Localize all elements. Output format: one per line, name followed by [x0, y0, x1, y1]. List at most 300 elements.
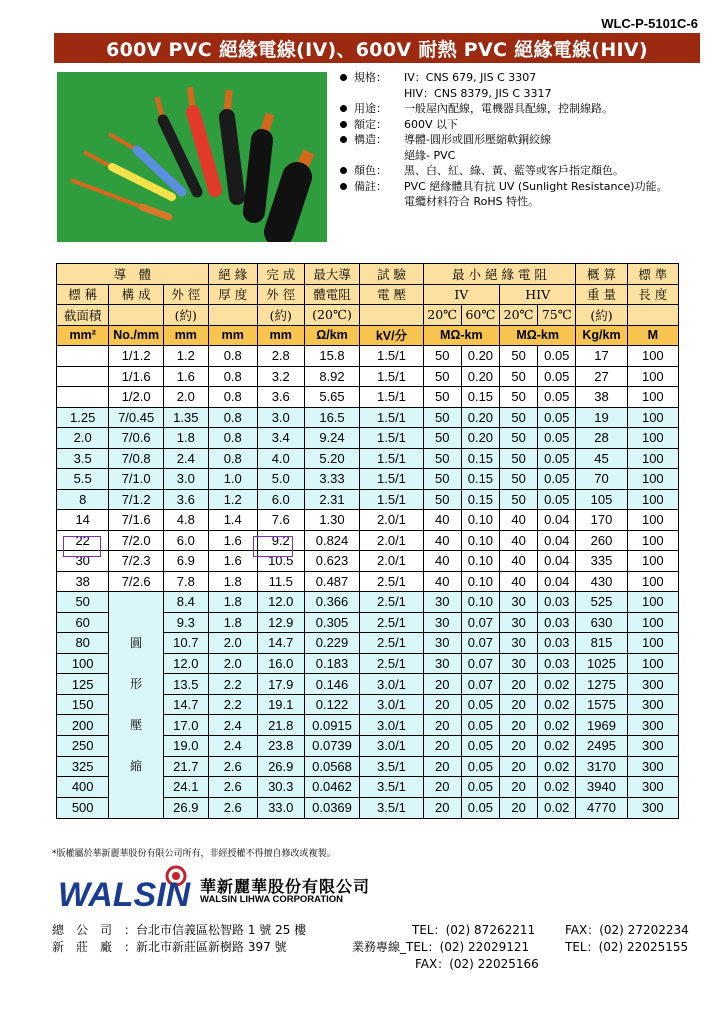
header-max-resistance: 最大導	[304, 264, 360, 285]
table-cell: 9.3	[163, 612, 208, 633]
table-cell: 0.10	[461, 551, 499, 572]
table-cell: 3170	[576, 756, 627, 777]
table-cell: 100	[627, 510, 678, 531]
table-row	[57, 489, 679, 510]
table-cell: 26.9	[163, 797, 208, 818]
table-cell: 2.0	[208, 653, 257, 674]
table-cell: 20	[423, 715, 461, 736]
table-cell: 11.5	[257, 571, 304, 592]
table-cell: 0.07	[461, 633, 499, 654]
table-cell: 0.05	[461, 756, 499, 777]
copyright-note: *版權屬於華新麗華股份有限公司所有，非經授權不得擅自修改或複製。	[52, 849, 336, 859]
table-cell: 100	[627, 571, 678, 592]
table-cell: 3.0/1	[360, 694, 423, 715]
table-cell: 0.824	[304, 530, 360, 551]
table-cell: 400	[57, 777, 109, 798]
table-cell: 100	[627, 428, 678, 449]
table-cell: 3.0/1	[360, 674, 423, 695]
table-cell: 0.05	[538, 387, 576, 408]
header-hiv-75: 75℃	[538, 305, 576, 326]
table-cell: 0.20	[461, 366, 499, 387]
vertical-char	[109, 654, 163, 675]
table-row	[57, 530, 679, 551]
table-cell: 50	[423, 469, 461, 490]
header-nominal: 標 稱	[57, 284, 109, 305]
table-cell: 0.02	[538, 797, 576, 818]
table-cell: 50	[423, 489, 461, 510]
table-cell: 250	[57, 736, 109, 757]
header-row-2	[57, 284, 679, 305]
table-cell: 0.0915	[304, 715, 360, 736]
table-cell: 50	[423, 346, 461, 367]
table-cell: 4770	[576, 797, 627, 818]
unit-outer: mm	[163, 325, 208, 346]
table-cell: 1025	[576, 653, 627, 674]
table-cell: 0.0462	[304, 777, 360, 798]
hq-address: ：台北市信義區松智路 1 號 25 樓	[124, 923, 307, 937]
table-cell: 0.8	[208, 346, 257, 367]
table-cell: 7/1.6	[109, 510, 164, 531]
table-cell: 50	[423, 448, 461, 469]
vertical-char: 壓	[130, 718, 143, 732]
unit-area: mm²	[57, 325, 109, 346]
table-cell: 20	[423, 756, 461, 777]
vertical-char	[109, 613, 163, 634]
table-row	[57, 510, 679, 531]
table-cell: 6.0	[163, 530, 208, 551]
table-cell: 1.5/1	[360, 346, 423, 367]
table-cell: 300	[627, 694, 678, 715]
table-cell: 0.02	[538, 674, 576, 695]
table-cell: 150	[57, 694, 109, 715]
table-cell: 2.0/1	[360, 551, 423, 572]
header-empty-2	[208, 305, 257, 326]
vertical-char	[109, 695, 163, 716]
spec-label: 額定：	[354, 117, 387, 131]
table-cell: 2.0	[208, 633, 257, 654]
table-cell: 1.6	[163, 366, 208, 387]
spec-item	[338, 179, 708, 195]
table-cell	[57, 346, 109, 367]
spec-item	[338, 132, 708, 148]
table-row	[57, 366, 679, 387]
table-cell: 0.02	[538, 736, 576, 757]
table-cell: 30	[423, 592, 461, 613]
table-cell: 1.35	[163, 407, 208, 428]
spec-value: 導體-圓形或圓形壓縮軟銅絞線	[404, 133, 551, 146]
table-cell: 0.305	[304, 612, 360, 633]
table-cell: 0.05	[538, 469, 576, 490]
table-cell: 2.5/1	[360, 653, 423, 674]
header-test: 試 驗	[360, 264, 423, 285]
table-cell: 8.92	[304, 366, 360, 387]
header-conductor: 導 體	[57, 264, 209, 285]
table-cell: 60	[57, 612, 109, 633]
table-cell: 0.15	[461, 489, 499, 510]
table-cell: 3.2	[257, 366, 304, 387]
unit-length: M	[627, 325, 678, 346]
table-cell: 50	[423, 366, 461, 387]
hq-fax: FAX：(02) 27202234	[565, 923, 689, 937]
table-cell: 0.229	[304, 633, 360, 654]
table-cell: 1/2.0	[109, 387, 164, 408]
table-cell: 13.5	[163, 674, 208, 695]
bullet-icon	[338, 70, 354, 86]
bullet-icon	[338, 163, 354, 179]
spec-item	[338, 101, 708, 117]
table-cell: 8.4	[163, 592, 208, 613]
table-cell: 100	[627, 366, 678, 387]
table-row	[57, 551, 679, 572]
table-cell: 40	[423, 530, 461, 551]
header-voltage: 電 壓	[360, 284, 423, 305]
table-cell: 40	[499, 571, 537, 592]
table-cell: 0.03	[538, 633, 576, 654]
table-cell: 1.8	[208, 592, 257, 613]
table-cell: 12.0	[257, 592, 304, 613]
header-row-1	[57, 264, 679, 285]
table-cell: 8	[57, 489, 109, 510]
table-cell: 200	[57, 715, 109, 736]
table-cell: 38	[57, 571, 109, 592]
table-cell: 21.7	[163, 756, 208, 777]
table-cell: 100	[627, 448, 678, 469]
table-cell: 20	[423, 694, 461, 715]
table-cell: 0.8	[208, 387, 257, 408]
table-cell: 7.8	[163, 571, 208, 592]
table-cell: 630	[576, 612, 627, 633]
table-row	[57, 346, 679, 367]
table-cell: 2.6	[208, 797, 257, 818]
table-cell: 17	[576, 346, 627, 367]
table-cell: 7/2.0	[109, 530, 164, 551]
table-cell: 30	[57, 551, 109, 572]
table-cell: 17.9	[257, 674, 304, 695]
table-cell: 20	[499, 694, 537, 715]
table-cell: 6.0	[257, 489, 304, 510]
table-row	[57, 592, 679, 613]
spec-label: 規格：	[354, 71, 387, 84]
header-resistance: 體電阻	[304, 284, 360, 305]
table-cell: 0.366	[304, 592, 360, 613]
table-cell: 20	[499, 715, 537, 736]
spec-value-cont: 絕緣- PVC	[404, 148, 456, 162]
table-cell: 4.0	[257, 448, 304, 469]
unit-hiv: MΩ-km	[499, 325, 575, 346]
table-row	[57, 428, 679, 449]
header-outer-diameter-2: 外 徑	[257, 284, 304, 305]
unit-resistance: Ω/km	[304, 325, 360, 346]
table-cell: 430	[576, 571, 627, 592]
company-name-en: WALSIN LIHWA CORPORATION	[200, 894, 344, 905]
table-cell: 300	[627, 674, 678, 695]
hq-label: 總公司	[52, 923, 125, 937]
table-cell: 1969	[576, 715, 627, 736]
table-cell: 2.2	[208, 694, 257, 715]
table-cell: 0.07	[461, 674, 499, 695]
table-cell: 10.7	[163, 633, 208, 654]
logo-text: WALSIN	[58, 876, 191, 914]
table-cell: 20	[423, 674, 461, 695]
header-structure: 構 成	[109, 284, 164, 305]
table-row	[57, 448, 679, 469]
spec-label: 用途：	[354, 102, 387, 115]
table-cell: 1.5/1	[360, 428, 423, 449]
table-cell: 3.0	[163, 469, 208, 490]
table-cell: 5.20	[304, 448, 360, 469]
table-cell: 1.5/1	[360, 387, 423, 408]
table-cell: 0.10	[461, 510, 499, 531]
table-cell: 40	[423, 551, 461, 572]
table-cell: 3940	[576, 777, 627, 798]
spec-list	[338, 70, 708, 210]
table-cell: 2.2	[208, 674, 257, 695]
table-cell: 500	[57, 797, 109, 818]
header-hiv-20: 20℃	[499, 305, 537, 326]
table-cell: 7/1.2	[109, 489, 164, 510]
table-cell: 1/1.6	[109, 366, 164, 387]
table-cell: 10.5	[257, 551, 304, 572]
table-cell: 0.05	[538, 489, 576, 510]
header-approx-2: (約)	[257, 305, 304, 326]
table-cell: 0.04	[538, 510, 576, 531]
header-iv: IV	[423, 284, 499, 305]
table-cell: 100	[627, 469, 678, 490]
table-cell: 335	[576, 551, 627, 572]
table-cell: 0.623	[304, 551, 360, 572]
header-hiv: HIV	[499, 284, 575, 305]
table-cell: 1.6	[208, 551, 257, 572]
table-cell: 50	[57, 592, 109, 613]
table-cell: 38	[576, 387, 627, 408]
vertical-char: 縮	[130, 759, 143, 773]
table-cell: 0.183	[304, 653, 360, 674]
table-cell: 50	[499, 366, 537, 387]
table-cell: 0.05	[538, 366, 576, 387]
table-cell: 21.8	[257, 715, 304, 736]
table-cell: 80	[57, 633, 109, 654]
spec-item	[338, 117, 708, 133]
table-cell: 2.8	[257, 346, 304, 367]
table-cell: 33.0	[257, 797, 304, 818]
table-cell: 0.122	[304, 694, 360, 715]
table-cell: 0.04	[538, 530, 576, 551]
header-finished: 完 成	[257, 264, 304, 285]
table-cell: 19	[576, 407, 627, 428]
table-cell: 45	[576, 448, 627, 469]
vertical-char: 圓	[130, 636, 143, 650]
table-cell: 24.1	[163, 777, 208, 798]
table-cell: 16.0	[257, 653, 304, 674]
table-cell: 2.6	[208, 756, 257, 777]
table-cell: 260	[576, 530, 627, 551]
table-cell: 0.02	[538, 777, 576, 798]
table-cell: 0.04	[538, 571, 576, 592]
unit-thick: mm	[208, 325, 257, 346]
table-cell: 1.5/1	[360, 489, 423, 510]
spec-value-cont: 電纜材料符合 RoHS 特性。	[404, 195, 540, 208]
table-cell: 2495	[576, 736, 627, 757]
table-cell: 7/1.0	[109, 469, 164, 490]
table-cell: 1.2	[163, 346, 208, 367]
table-cell: 17.0	[163, 715, 208, 736]
table-cell: 1.8	[208, 612, 257, 633]
table-cell: 7/2.6	[109, 571, 164, 592]
header-outer-diameter: 外 徑	[163, 284, 208, 305]
table-cell: 0.487	[304, 571, 360, 592]
unit-structure: No./mm	[109, 325, 164, 346]
table-cell: 0.02	[538, 694, 576, 715]
table-cell: 0.05	[461, 777, 499, 798]
table-cell: 0.05	[461, 694, 499, 715]
table-cell: 26.9	[257, 756, 304, 777]
table-cell: 1.25	[57, 407, 109, 428]
table-cell: 40	[499, 530, 537, 551]
table-cell: 100	[627, 530, 678, 551]
table-cell: 40	[423, 510, 461, 531]
table-cell	[57, 366, 109, 387]
unit-finished: mm	[257, 325, 304, 346]
table-cell: 3.33	[304, 469, 360, 490]
table-cell: 100	[627, 592, 678, 613]
table-cell: 5.5	[57, 469, 109, 490]
table-cell: 30	[499, 592, 537, 613]
cable-illustration	[57, 72, 327, 242]
table-cell: 0.07	[461, 612, 499, 633]
table-cell: 16.5	[304, 407, 360, 428]
table-cell: 2.5/1	[360, 612, 423, 633]
table-cell: 50	[499, 428, 537, 449]
table-cell: 1.8	[208, 571, 257, 592]
plant-address: ：新北市新莊區新樹路 397 號	[124, 940, 287, 954]
table-cell: 5.65	[304, 387, 360, 408]
spec-value: IV：CNS 679, JIS C 3307	[404, 71, 537, 84]
table-cell: 4.8	[163, 510, 208, 531]
spec-value: PVC 絕緣體具有抗 UV (Sunlight Resistance)功能。	[404, 179, 668, 193]
table-cell: 30	[499, 612, 537, 633]
table-cell: 100	[627, 346, 678, 367]
table-cell: 3.5/1	[360, 756, 423, 777]
table-cell: 15.8	[304, 346, 360, 367]
highlight-box-diameter	[253, 536, 293, 557]
table-cell: 12.9	[257, 612, 304, 633]
table-cell: 1.5/1	[360, 407, 423, 428]
table-row	[57, 387, 679, 408]
table-cell: 20	[499, 756, 537, 777]
spec-value: 黑、白、紅、綠、黃、藍等或客戶指定顏色。	[404, 164, 624, 177]
table-cell: 325	[57, 756, 109, 777]
table-cell: 2.5/1	[360, 592, 423, 613]
units-row	[57, 325, 679, 346]
table-cell: 0.20	[461, 407, 499, 428]
table-cell: 300	[627, 715, 678, 736]
table-cell: 0.0568	[304, 756, 360, 777]
table-cell: 2.0/1	[360, 510, 423, 531]
table-cell: 0.05	[461, 797, 499, 818]
cable-photo	[57, 72, 327, 242]
table-cell: 14.7	[257, 633, 304, 654]
unit-weight: Kg/km	[576, 325, 627, 346]
table-cell: 100	[627, 633, 678, 654]
table-cell: 30.3	[257, 777, 304, 798]
table-cell: 0.20	[461, 346, 499, 367]
table-cell: 1275	[576, 674, 627, 695]
vertical-char	[109, 592, 163, 613]
table-cell: 2.0	[163, 387, 208, 408]
spec-item	[338, 163, 708, 179]
table-cell: 0.04	[538, 551, 576, 572]
table-cell: 3.5/1	[360, 797, 423, 818]
table-cell: 30	[423, 612, 461, 633]
table-cell: 0.20	[461, 428, 499, 449]
table-cell: 1.2	[208, 489, 257, 510]
table-cell: 0.8	[208, 366, 257, 387]
table-cell: 100	[627, 612, 678, 633]
table-cell: 0.03	[538, 592, 576, 613]
header-empty-4	[627, 305, 678, 326]
table-cell: 19.1	[257, 694, 304, 715]
header-approx-3: (約)	[576, 305, 627, 326]
table-cell: 100	[627, 407, 678, 428]
spec-value: 一般屋內配線，電機器具配線，控制線路。	[404, 102, 613, 115]
table-cell: 300	[627, 777, 678, 798]
table-cell: 100	[57, 653, 109, 674]
table-cell: 125	[57, 674, 109, 695]
header-area: 截面積	[57, 305, 109, 326]
table-row	[57, 571, 679, 592]
bullet-icon	[338, 179, 354, 195]
table-cell: 30	[423, 653, 461, 674]
table-cell: 1.30	[304, 510, 360, 531]
plant-line	[52, 938, 287, 955]
bullet-icon	[338, 132, 354, 148]
table-cell: 3.4	[257, 428, 304, 449]
vertical-structure-label	[109, 592, 164, 819]
plant-tel: TEL：(02) 22025155	[565, 940, 689, 954]
sales-fax: FAX：(02) 22025166	[415, 957, 539, 971]
table-cell: 0.05	[538, 448, 576, 469]
unit-iv: MΩ-km	[423, 325, 499, 346]
table-cell: 6.9	[163, 551, 208, 572]
table-cell	[57, 387, 109, 408]
table-cell: 0.8	[208, 407, 257, 428]
company-name-zh: 華新麗華股份有限公司	[200, 877, 371, 896]
table-cell: 0.10	[461, 530, 499, 551]
table-cell: 50	[423, 407, 461, 428]
table-cell: 3.6	[163, 489, 208, 510]
header-iv-20: 20℃	[423, 305, 461, 326]
table-cell: 14.7	[163, 694, 208, 715]
table-cell: 0.10	[461, 571, 499, 592]
table-cell: 3.5/1	[360, 777, 423, 798]
table-cell: 0.05	[461, 736, 499, 757]
table-cell: 50	[499, 448, 537, 469]
table-cell: 1.5/1	[360, 448, 423, 469]
table-cell: 100	[627, 653, 678, 674]
table-cell: 1/1.2	[109, 346, 164, 367]
header-weight: 概 算	[576, 264, 627, 285]
table-cell: 27	[576, 366, 627, 387]
header-row-3	[57, 305, 679, 326]
table-cell: 2.6	[208, 777, 257, 798]
table-cell: 50	[499, 407, 537, 428]
table-cell: 2.4	[208, 715, 257, 736]
table-cell: 2.5/1	[360, 633, 423, 654]
bullet-icon	[338, 101, 354, 117]
table-cell: 0.05	[538, 407, 576, 428]
table-cell: 70	[576, 469, 627, 490]
spec-value-cont: HIV：CNS 8379, JIS C 3317	[404, 86, 552, 100]
